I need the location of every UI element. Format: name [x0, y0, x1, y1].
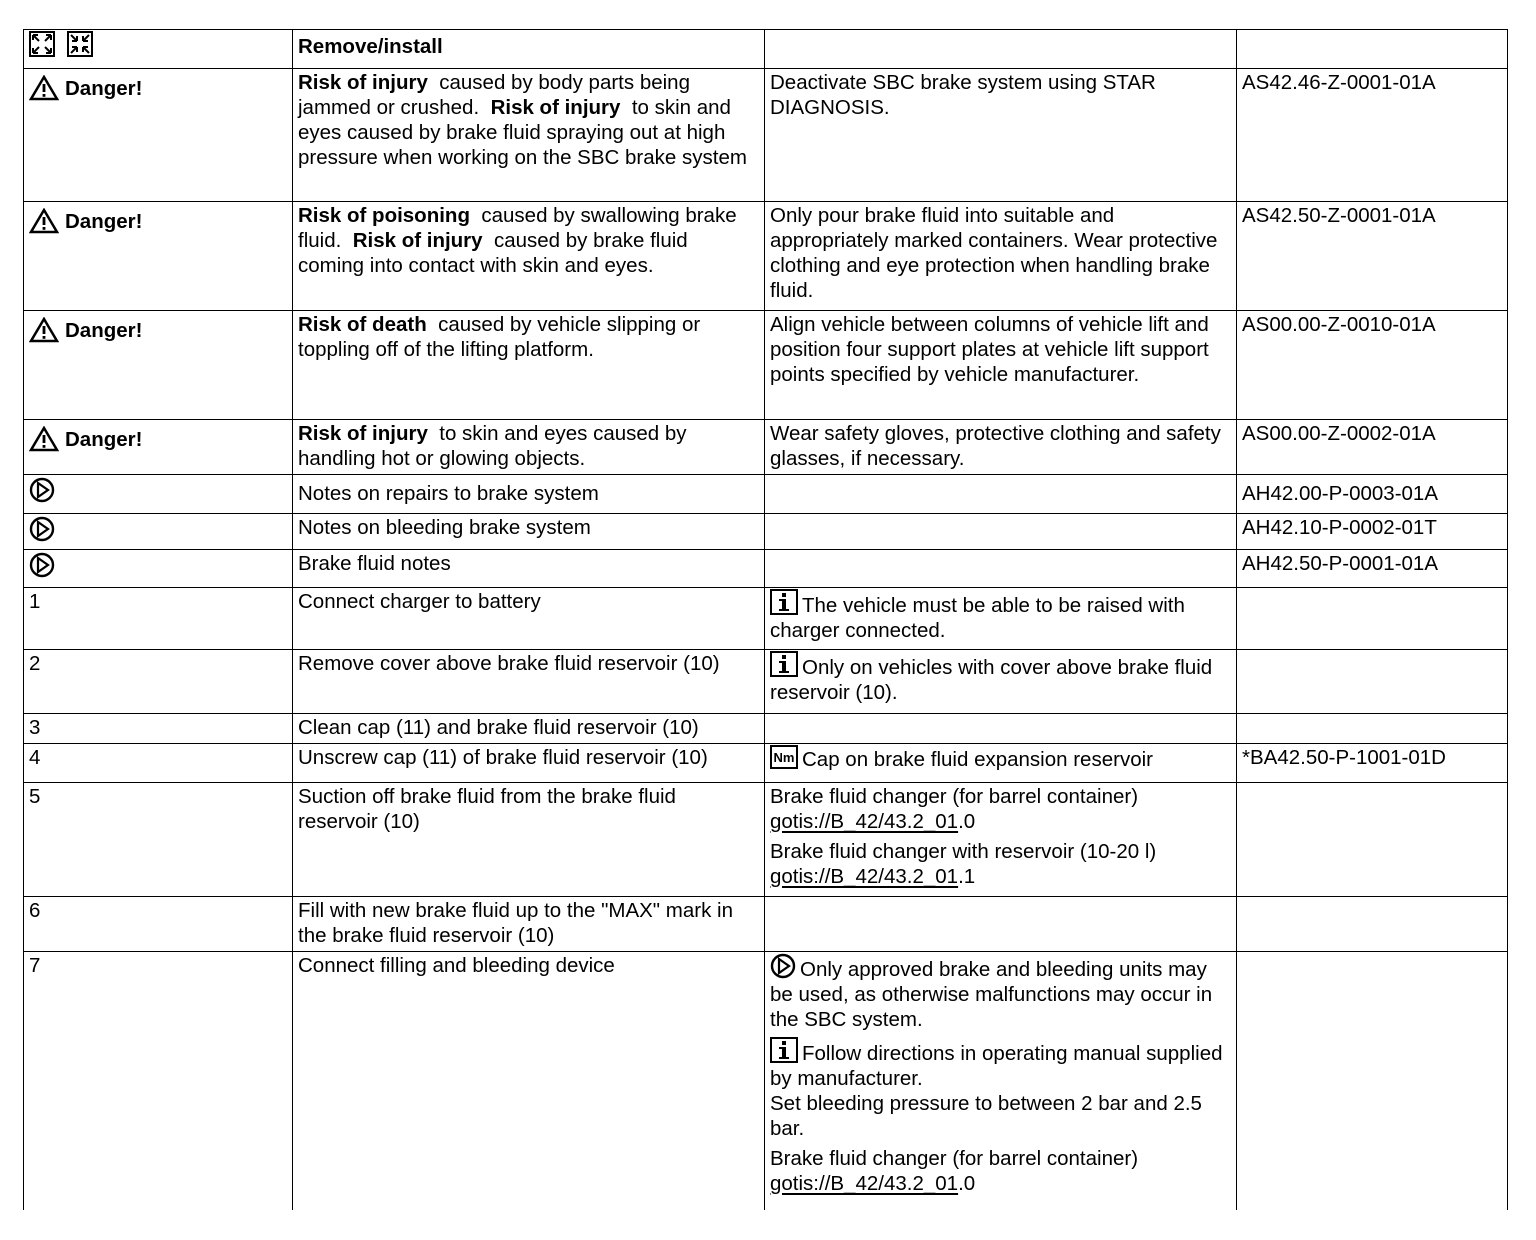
- step-row: [24, 744, 1508, 783]
- header-row: [24, 30, 1508, 69]
- svg-text:Nm: Nm: [773, 750, 795, 765]
- note-arrow-icon: [770, 953, 796, 979]
- header-title: Remove/install: [293, 30, 765, 69]
- note-reference-link[interactable]: AH42.10-P-0002-01T: [1237, 514, 1508, 550]
- danger-row: [24, 420, 1508, 475]
- step-text: Connect filling and bleeding device: [293, 952, 765, 1210]
- step-text: Remove cover above brake fluid reservoir (10): [293, 650, 765, 714]
- danger-action: Deactivate SBC brake system using STAR DIAGNOSIS.: [765, 69, 1237, 202]
- torque-nm-icon: [770, 745, 798, 769]
- step-text: Connect charger to battery: [293, 588, 765, 650]
- header-empty-3: [765, 30, 1237, 69]
- danger-label: Danger!: [29, 208, 142, 234]
- note-text: Only approved brake and bleeding units may be used, as otherwise malfunctions may occur in the SBC system.: [770, 958, 1213, 1031]
- info-text: Follow directions in operating manual supplied by manufacturer.: [770, 1042, 1223, 1090]
- danger-description: Risk of poisoning caused by swallowing brake fluid. Risk of injury caused by brake fluid coming into contact with skin and eyes.: [293, 202, 765, 311]
- info-icon: [770, 651, 798, 677]
- note-row: [24, 514, 1508, 550]
- expand-icon[interactable]: [29, 31, 55, 63]
- tool-entry: Brake fluid changer (for barrel container) gotis://B_42/43.2_01.0: [770, 1146, 1231, 1196]
- procedure-table: [23, 29, 1508, 1210]
- note-arrow-icon: [29, 477, 55, 503]
- note-reference-link[interactable]: AH42.50-P-0001-01A: [1237, 550, 1508, 588]
- danger-row: [24, 202, 1508, 311]
- danger-row: [24, 69, 1508, 202]
- tool-name: Brake fluid changer with reservoir (10-20 l): [770, 840, 1157, 863]
- step-row: [24, 897, 1508, 952]
- step-number: 5: [24, 783, 293, 897]
- warning-triangle-icon: [29, 426, 59, 452]
- tool-name: Brake fluid changer (for barrel container): [770, 785, 1139, 808]
- step-text: Fill with new brake fluid up to the "MAX" mark in the brake fluid reservoir (10): [293, 897, 765, 952]
- header-empty-4: [1237, 30, 1508, 69]
- info-icon: [770, 1037, 798, 1063]
- danger-action: Align vehicle between columns of vehicle lift and position four support plates at vehicle lift support points specified by vehicle manufacturer.: [765, 311, 1237, 420]
- tool-name: Brake fluid changer (for barrel container): [770, 1147, 1139, 1170]
- danger-description: Risk of death caused by vehicle slipping or toppling off of the lifting platform.: [293, 311, 765, 420]
- warning-triangle-icon: [29, 75, 59, 101]
- danger-reference-link[interactable]: AS00.00-Z-0002-01A: [1237, 420, 1508, 475]
- step-text: Clean cap (11) and brake fluid reservoir (10): [293, 714, 765, 744]
- step-number: 6: [24, 897, 293, 952]
- tool-link[interactable]: gotis://B_42/43.2_01: [770, 1172, 959, 1195]
- info-text: Only on vehicles with cover above brake fluid reservoir (10).: [770, 656, 1213, 704]
- tool-entry: Brake fluid changer with reservoir (10-20 l) gotis://B_42/43.2_01.1: [770, 839, 1231, 889]
- danger-action: Wear safety gloves, protective clothing and safety glasses, if necessary.: [765, 420, 1237, 475]
- step-text: Unscrew cap (11) of brake fluid reservoir (10): [293, 744, 765, 783]
- step-row: [24, 714, 1508, 744]
- step-number: 2: [24, 650, 293, 714]
- danger-action: Only pour brake fluid into suitable and appropriately marked containers. Wear protective clothing and eye protection when handling brake fluid.: [765, 202, 1237, 311]
- tool-link[interactable]: gotis://B_42/43.2_01: [770, 810, 959, 833]
- step-number: 7: [24, 952, 293, 1210]
- note-text: Notes on repairs to brake system: [293, 475, 765, 514]
- note-reference-link[interactable]: AH42.00-P-0003-01A: [1237, 475, 1508, 514]
- torque-text: Cap on brake fluid expansion reservoir: [802, 748, 1153, 771]
- step-row: [24, 783, 1508, 897]
- tool-entry: Brake fluid changer (for barrel container) gotis://B_42/43.2_01.0: [770, 784, 1231, 834]
- torque-reference-link[interactable]: *BA42.50-P-1001-01D: [1237, 744, 1508, 783]
- pressure-text: Set bleeding pressure to between 2 bar and 2.5 bar.: [770, 1092, 1202, 1140]
- warning-triangle-icon: [29, 317, 59, 343]
- danger-reference-link[interactable]: AS42.50-Z-0001-01A: [1237, 202, 1508, 311]
- step-number: 4: [24, 744, 293, 783]
- header-icons-cell: [24, 30, 293, 69]
- step-row: [24, 650, 1508, 714]
- step-number: 3: [24, 714, 293, 744]
- note-arrow-icon: [29, 552, 55, 578]
- info-text: The vehicle must be able to be raised with charger connected.: [770, 594, 1185, 642]
- tool-link[interactable]: gotis://B_42/43.2_01: [770, 865, 959, 888]
- step-number: 1: [24, 588, 293, 650]
- danger-reference-link[interactable]: AS00.00-Z-0010-01A: [1237, 311, 1508, 420]
- info-icon: [770, 589, 798, 615]
- danger-description: Risk of injury to skin and eyes caused by handling hot or glowing objects.: [293, 420, 765, 475]
- danger-row: [24, 311, 1508, 420]
- note-row: [24, 550, 1508, 588]
- danger-description: Risk of injury caused by body parts being jammed or crushed. Risk of injury to skin and eyes caused by brake fluid spraying out at high pressure when working on the SBC brake system: [293, 69, 765, 202]
- danger-reference-link[interactable]: AS42.46-Z-0001-01A: [1237, 69, 1508, 202]
- note-text: Brake fluid notes: [293, 550, 765, 588]
- note-row: [24, 475, 1508, 514]
- warning-triangle-icon: [29, 208, 59, 234]
- danger-label: Danger!: [29, 317, 142, 343]
- note-text: Notes on bleeding brake system: [293, 514, 765, 550]
- danger-label: Danger!: [29, 75, 142, 101]
- step-row: [24, 588, 1508, 650]
- danger-label: Danger!: [29, 426, 142, 452]
- collapse-icon[interactable]: [67, 31, 93, 63]
- step-row: [24, 952, 1508, 1210]
- step-text: Suction off brake fluid from the brake fluid reservoir (10): [293, 783, 765, 897]
- note-arrow-icon: [29, 516, 55, 542]
